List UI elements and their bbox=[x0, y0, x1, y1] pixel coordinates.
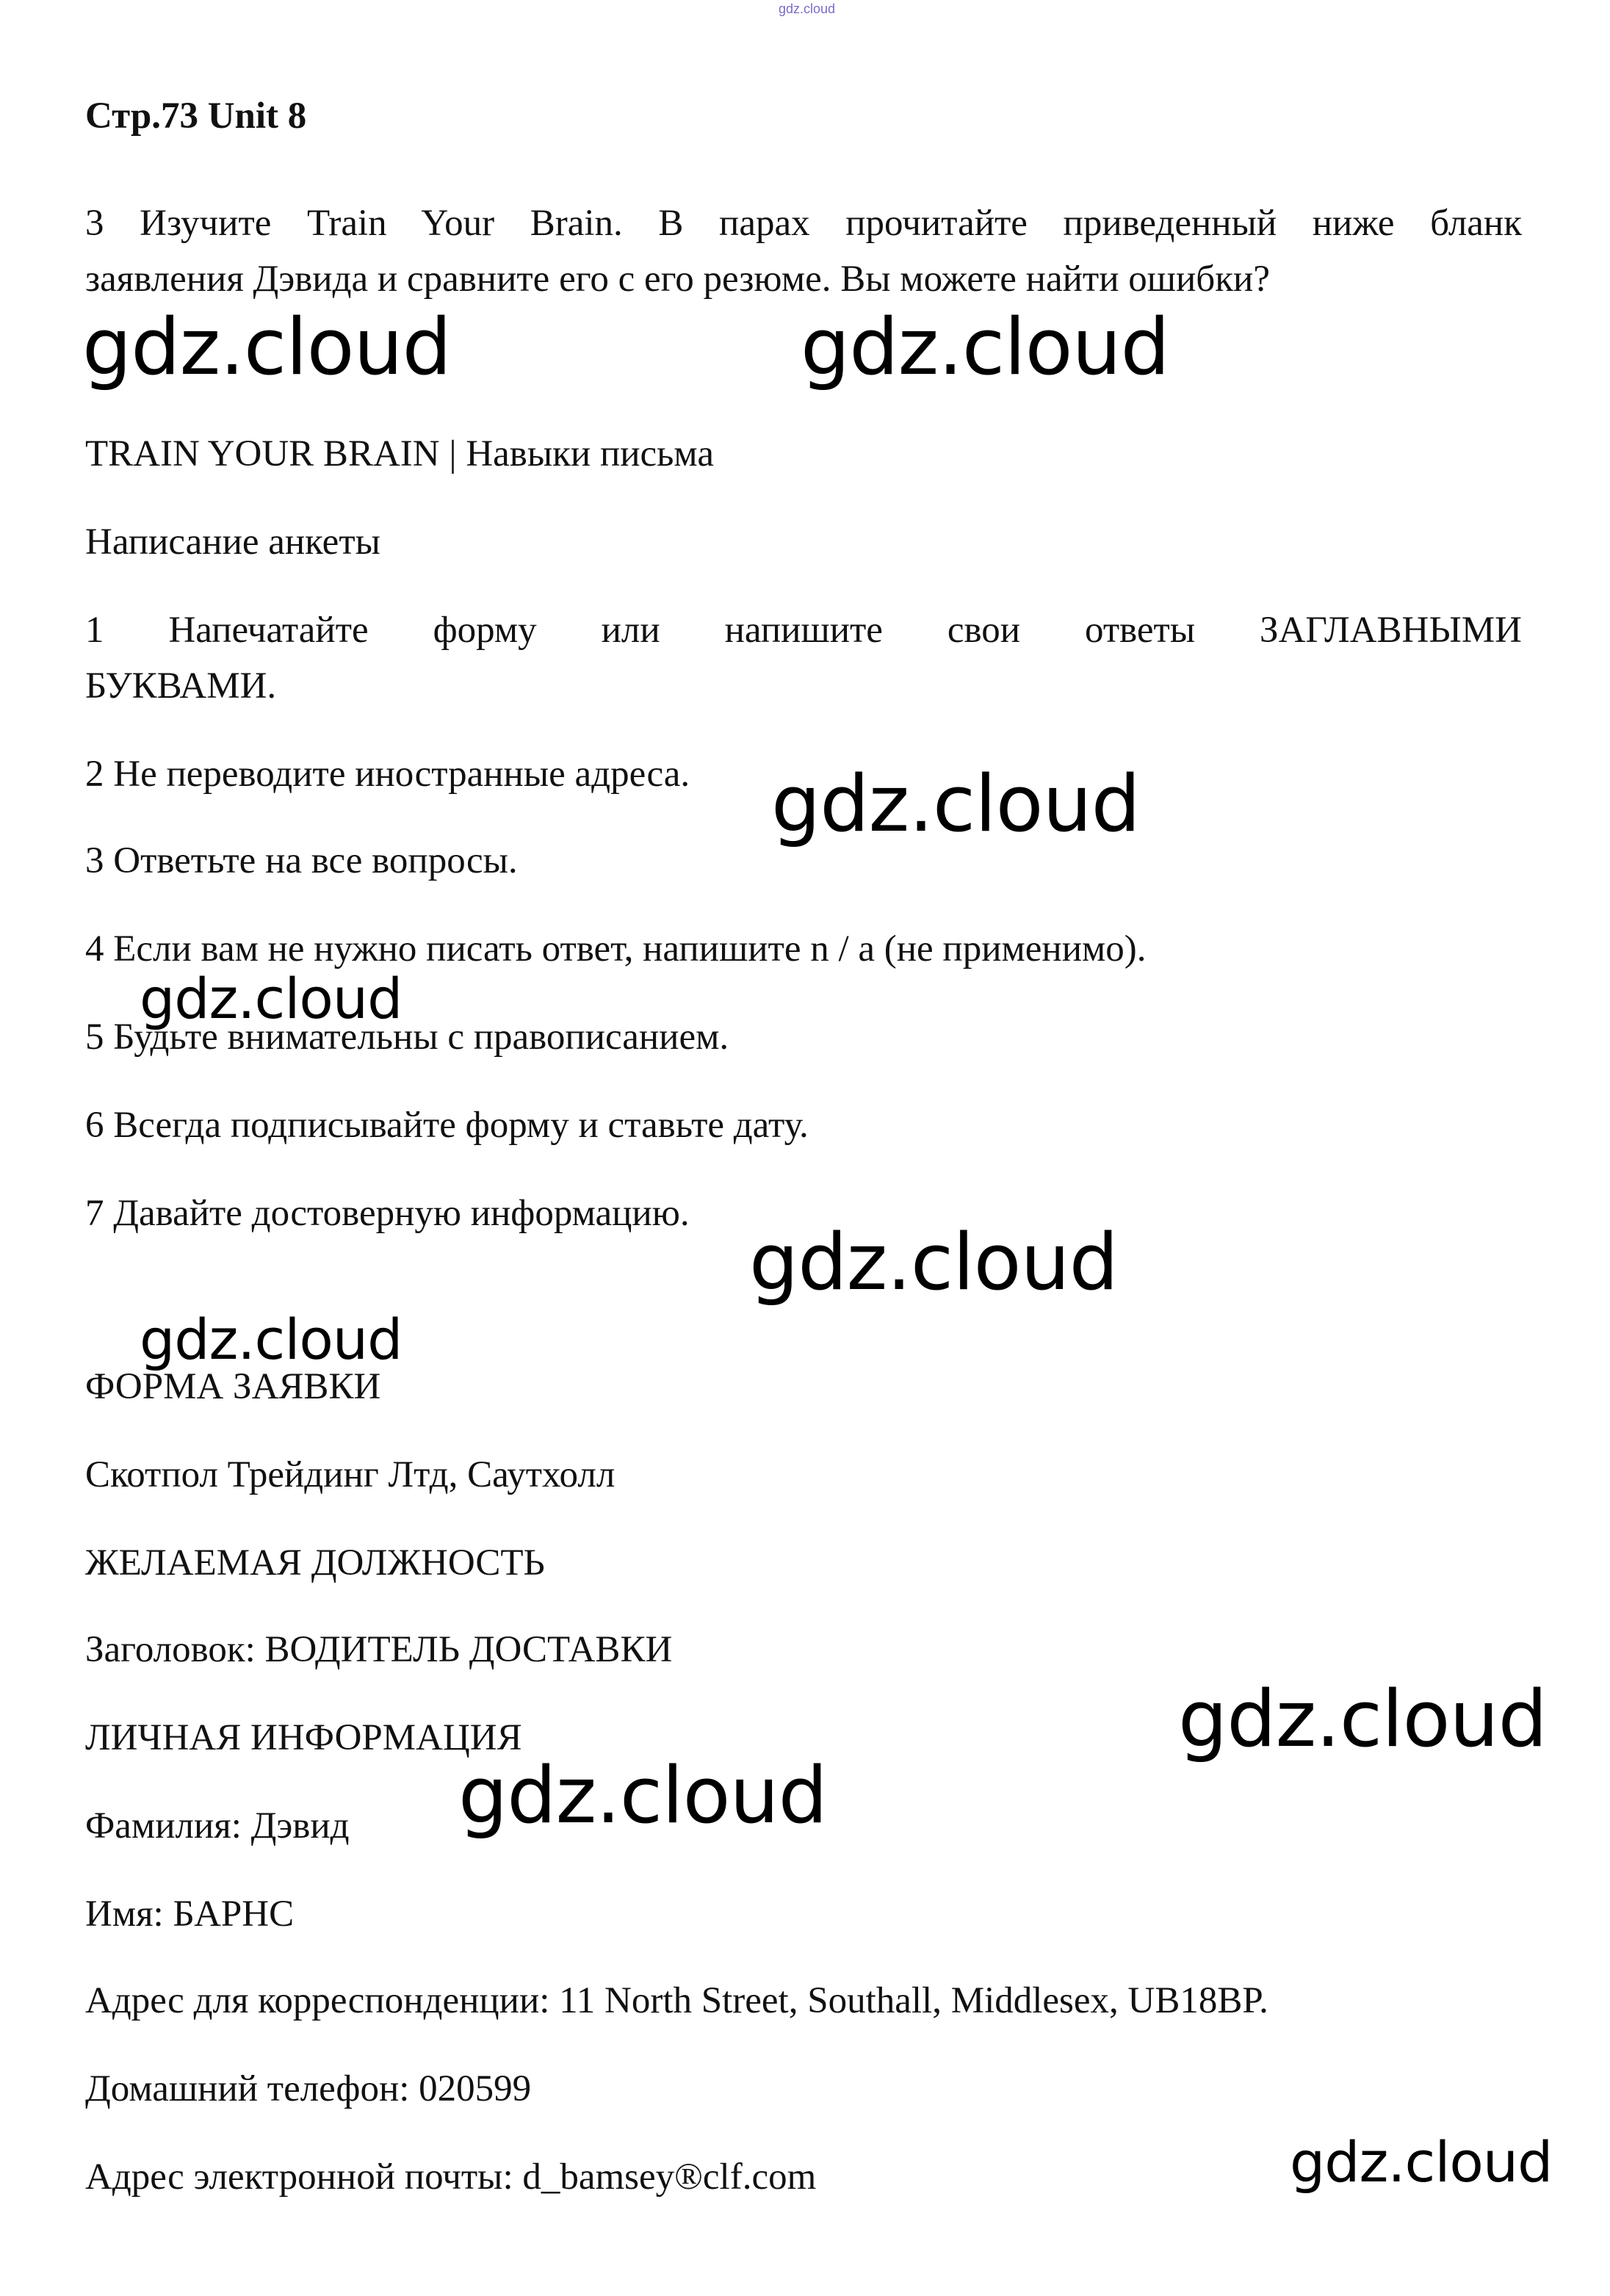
watermark: gdz.cloud bbox=[458, 1750, 827, 1841]
task-line-2: заявления Дэвида и сравните его с его резюме. Вы можете найти ошибки? bbox=[85, 259, 1270, 300]
surname-field: Фамилия: Дэвид bbox=[85, 1805, 350, 1846]
rule-5: 5 Будьте внимательны с правописанием. bbox=[85, 1017, 729, 1058]
subheading: Написание анкеты bbox=[85, 521, 380, 563]
personal-heading: ЛИЧНАЯ ИНФОРМАЦИЯ bbox=[85, 1717, 522, 1758]
rule-1-line-2: БУКВАМИ. bbox=[85, 665, 277, 707]
first-name-field: Имя: БАРНС bbox=[85, 1894, 295, 1935]
form-heading: ФОРМА ЗАЯВКИ bbox=[85, 1366, 381, 1407]
watermark: gdz.cloud bbox=[1178, 1674, 1547, 1764]
task-line-1: 3 Изучите Train Your Brain. В парах прочитайте приведенный ниже бланк bbox=[85, 203, 1522, 244]
rule-7: 7 Давайте достоверную информацию. bbox=[85, 1193, 690, 1234]
rule-3: 3 Ответьте на все вопросы. bbox=[85, 840, 518, 881]
watermark: gdz.cloud bbox=[82, 302, 451, 392]
rule-1-line-1: 1 Напечатайте форму или напишите свои ответы ЗАГЛАВНЫМИ bbox=[85, 610, 1522, 651]
watermark: gdz.cloud bbox=[749, 1217, 1118, 1307]
section-heading: TRAIN YOUR BRAIN | Навыки письма bbox=[85, 433, 714, 474]
watermark: gdz.cloud bbox=[771, 759, 1140, 849]
rule-2: 2 Не переводите иностранные адреса. bbox=[85, 754, 690, 795]
address-field: Адрес для корреспонденции: 11 North Street, Southall, Middlesex, UB18BP. bbox=[85, 1980, 1268, 2021]
page-title: Стр.73 Unit 8 bbox=[85, 95, 307, 137]
rule-4: 4 Если вам не нужно писать ответ, напишите n / a (не применимо). bbox=[85, 928, 1147, 970]
watermark: gdz.cloud bbox=[140, 966, 402, 1031]
position-heading: ЖЕЛАЕМАЯ ДОЛЖНОСТЬ bbox=[85, 1542, 545, 1584]
rule-6: 6 Всегда подписывайте форму и ставьте дату. bbox=[85, 1105, 809, 1146]
watermark: gdz.cloud bbox=[801, 302, 1169, 392]
watermark: gdz.cloud bbox=[140, 1307, 402, 1372]
top-watermark: gdz.cloud bbox=[779, 1, 836, 16]
watermark: gdz.cloud bbox=[1290, 2129, 1553, 2195]
position-value: Заголовок: ВОДИТЕЛЬ ДОСТАВКИ bbox=[85, 1629, 673, 1670]
form-company: Скотпол Трейдинг Лтд, Саутхолл bbox=[85, 1454, 616, 1495]
email-field: Адрес электронной почты: d_bamsey®clf.com bbox=[85, 2156, 817, 2198]
phone-field: Домашний телефон: 020599 bbox=[85, 2068, 532, 2109]
